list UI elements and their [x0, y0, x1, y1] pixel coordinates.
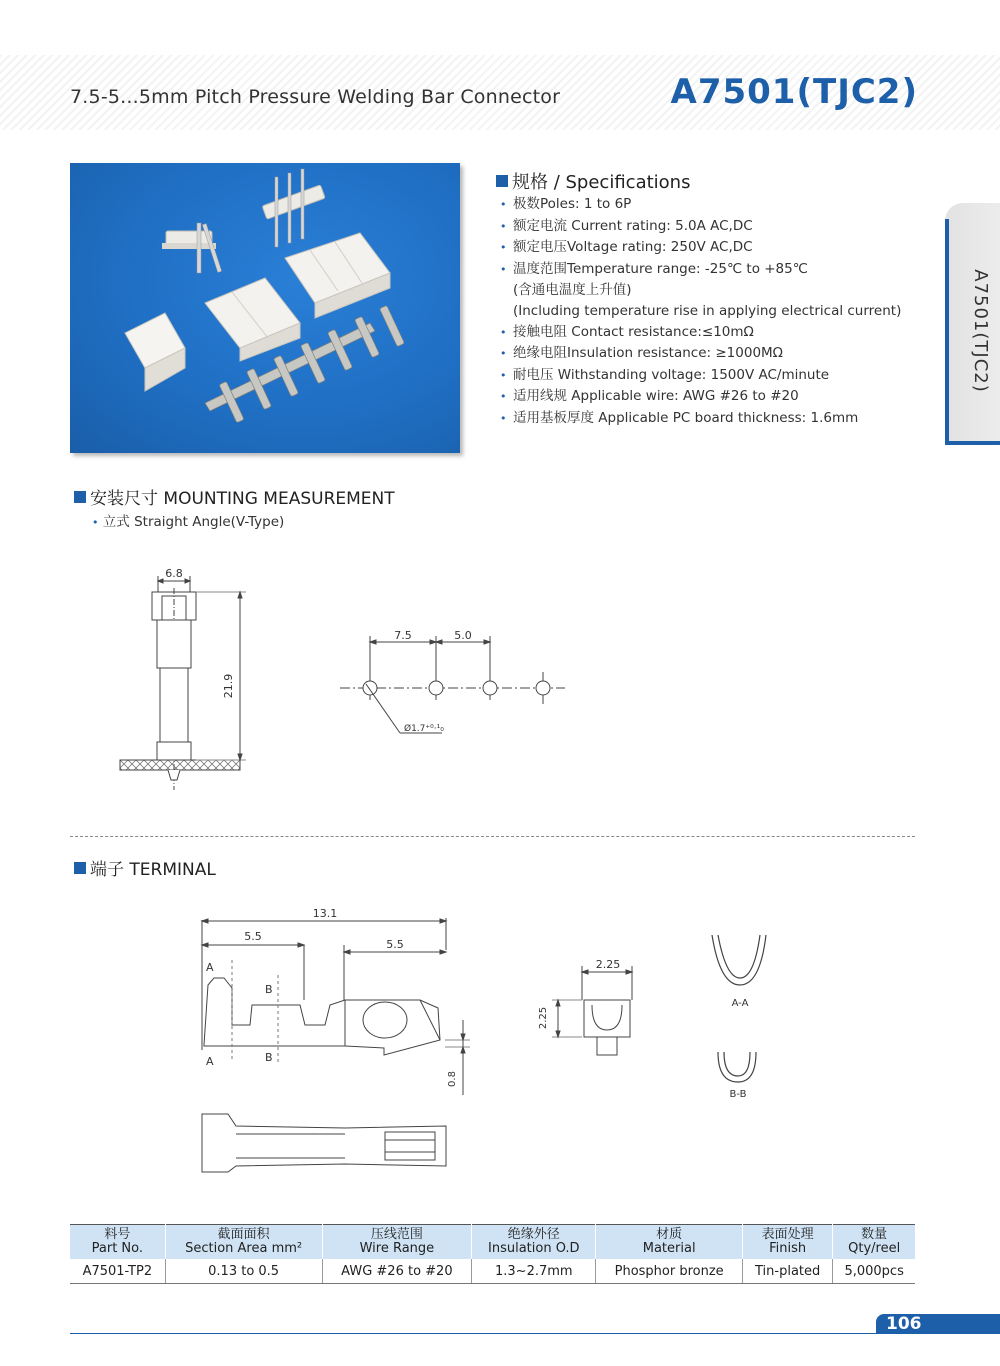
dim-pitch-1: 7.5 — [394, 629, 412, 642]
section-square-icon — [74, 862, 86, 874]
specifications-heading: 规格 / Specifications — [496, 168, 690, 194]
spec-item: (Including temperature rise in applying electrical current) — [513, 302, 902, 319]
side-tab-label: A7501(TJC2) — [970, 269, 991, 393]
spec-item: • 适用线规 Applicable wire: AWG #26 to #20 — [500, 388, 799, 405]
pcb-hole-pattern — [340, 636, 565, 733]
model-title: A7501(TJC2) — [670, 72, 918, 112]
page-subtitle: 7.5-5...5mm Pitch Pressure Welding Bar Connector — [70, 86, 561, 108]
terminal-top-view — [202, 1114, 446, 1172]
section-marker-a-top: A — [206, 961, 214, 974]
table-cell: Phosphor bronze — [596, 1259, 743, 1284]
table-header-cell: 截面面积 Section Area mm² — [165, 1225, 322, 1260]
footer-line — [70, 1333, 1000, 1334]
table-header-row — [70, 1225, 915, 1260]
spec-item: • 温度范围Temperature range: -25℃ to +85℃ — [500, 260, 808, 277]
table-header-cell: 料号 Part No. — [70, 1225, 165, 1260]
table-header-cell: 数量 Qty/reel — [833, 1225, 915, 1260]
section-b-b — [718, 1052, 756, 1082]
dim-pitch-2: 5.0 — [454, 629, 472, 642]
page-number: 106 — [886, 1314, 922, 1334]
section-marker-a-bottom: A — [206, 1055, 214, 1068]
section-b-b-label: B-B — [729, 1089, 747, 1100]
spec-item: • 适用基板厚度 Applicable PC board thickness: 1.6mm — [500, 409, 859, 426]
dim-pin-height: 21.9 — [222, 673, 235, 699]
dim-terminal-left: 5.5 — [244, 930, 262, 943]
table-cell: 0.13 to 0.5 — [165, 1259, 322, 1284]
dim-terminal-right: 5.5 — [386, 938, 404, 951]
dim-pin-width: 6.8 — [165, 567, 183, 580]
dim-terminal-height: 2.25 — [538, 1006, 549, 1030]
dim-terminal-thickness: 0.8 — [447, 1071, 458, 1087]
spec-item: • 额定电流 Current rating: 5.0A AC,DC — [500, 217, 753, 234]
table-cell: 5,000pcs — [833, 1259, 915, 1284]
section-a-a — [712, 935, 766, 985]
section-marker-b-bottom: B — [265, 1051, 273, 1064]
section-a-a-label: A-A — [731, 998, 749, 1009]
table-header-cell: 绝缘外径 Insulation O.D — [472, 1225, 596, 1260]
table-header-cell: 材质 Material — [596, 1225, 743, 1260]
terminal-side-view — [202, 918, 470, 1095]
mounting-heading: 安装尺寸 MOUNTING MEASUREMENT — [74, 484, 395, 509]
spec-item: (含通电温度上升值) — [513, 282, 632, 299]
spec-item: • 耐电压 Withstanding voltage: 1500V AC/minute — [500, 366, 830, 383]
table-cell: A7501-TP2 — [70, 1259, 165, 1284]
dim-terminal-width: 2.25 — [595, 958, 621, 971]
spec-item: • 额定电压Voltage rating: 250V AC,DC — [500, 239, 753, 256]
table-row — [70, 1259, 915, 1284]
dim-hole-diameter: Ø1.7⁺⁰·¹₀ — [404, 724, 444, 734]
spec-item: • 极数Poles: 1 to 6P — [500, 196, 632, 212]
mounting-subtitle: • 立式 Straight Angle(V-Type) — [92, 514, 285, 530]
terminal-heading: 端子 TERMINAL — [74, 855, 216, 880]
dim-terminal-length: 13.1 — [312, 907, 338, 920]
table-cell: Tin-plated — [742, 1259, 832, 1284]
section-marker-b-top: B — [265, 983, 273, 996]
spec-item: • 绝缘电阻Insulation resistance: ≥1000MΩ — [500, 345, 783, 362]
table-cell: AWG #26 to #20 — [322, 1259, 472, 1284]
spec-item: • 接触电阻 Contact resistance:≤10mΩ — [500, 323, 754, 340]
table-header-cell: 表面处理 Finish — [742, 1225, 832, 1260]
terminal-front-view — [552, 966, 632, 1055]
table-header-cell: 压线范围 Wire Range — [322, 1225, 472, 1260]
page-number-tab — [876, 1314, 1000, 1334]
terminal-spec-table — [70, 1224, 915, 1284]
section-divider — [70, 836, 915, 837]
table-cell: 1.3~2.7mm — [472, 1259, 596, 1284]
